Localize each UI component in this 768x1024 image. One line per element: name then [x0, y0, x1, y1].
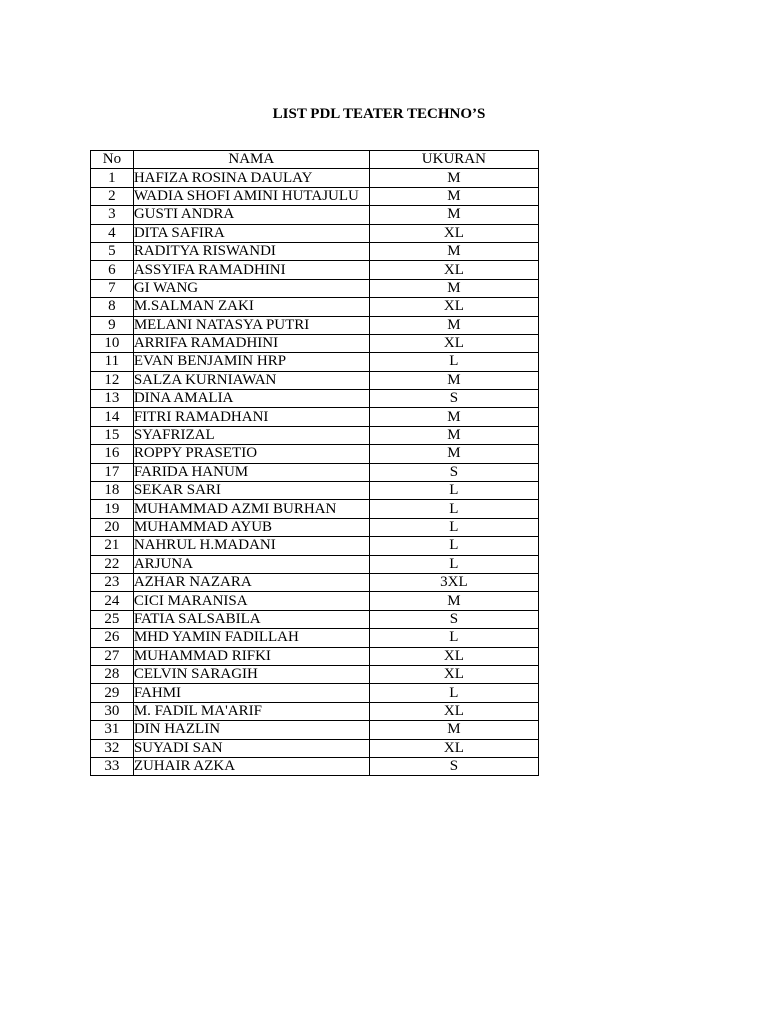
row-number: 33	[91, 757, 134, 775]
shirt-size: XL	[369, 739, 538, 757]
member-name: ROPPY PRASETIO	[133, 445, 369, 463]
shirt-size: XL	[369, 334, 538, 352]
member-name: SALZA KURNIAWAN	[133, 371, 369, 389]
table-row	[91, 353, 539, 371]
member-name: FATIA SALSABILA	[133, 610, 369, 628]
shirt-size: L	[369, 684, 538, 702]
member-name: SUYADI SAN	[133, 739, 369, 757]
row-number: 7	[91, 279, 134, 297]
member-name: ARJUNA	[133, 555, 369, 573]
member-name: DINA AMALIA	[133, 390, 369, 408]
row-number: 5	[91, 242, 134, 260]
table-row	[91, 537, 539, 555]
shirt-size: M	[369, 445, 538, 463]
table-row	[91, 592, 539, 610]
row-number: 28	[91, 665, 134, 683]
table-row	[91, 426, 539, 444]
row-number: 26	[91, 629, 134, 647]
member-name: MUHAMMAD AZMI BURHAN	[133, 500, 369, 518]
member-name: SEKAR SARI	[133, 482, 369, 500]
table-row	[91, 224, 539, 242]
table-row	[91, 408, 539, 426]
column-header-nama: NAMA	[133, 151, 369, 169]
shirt-size: L	[369, 518, 538, 536]
shirt-size: XL	[369, 298, 538, 316]
shirt-size: M	[369, 169, 538, 187]
member-name: M. FADIL MA'ARIF	[133, 702, 369, 720]
row-number: 29	[91, 684, 134, 702]
shirt-size: M	[369, 279, 538, 297]
row-number: 17	[91, 463, 134, 481]
pdl-size-table	[90, 150, 539, 776]
shirt-size: 3XL	[369, 573, 538, 591]
table-row	[91, 757, 539, 775]
member-name: RADITYA RISWANDI	[133, 242, 369, 260]
row-number: 21	[91, 537, 134, 555]
table-row	[91, 463, 539, 481]
table-body	[91, 169, 539, 776]
table-row	[91, 739, 539, 757]
member-name: NAHRUL H.MADANI	[133, 537, 369, 555]
shirt-size: L	[369, 500, 538, 518]
shirt-size: XL	[369, 665, 538, 683]
member-name: MHD YAMIN FADILLAH	[133, 629, 369, 647]
shirt-size: M	[369, 408, 538, 426]
shirt-size: M	[369, 316, 538, 334]
member-name: CICI MARANISA	[133, 592, 369, 610]
row-number: 32	[91, 739, 134, 757]
shirt-size: L	[369, 629, 538, 647]
table-row	[91, 242, 539, 260]
shirt-size: S	[369, 390, 538, 408]
table-row	[91, 371, 539, 389]
table-row	[91, 721, 539, 739]
row-number: 8	[91, 298, 134, 316]
member-name: DIN HAZLIN	[133, 721, 369, 739]
member-name: GI WANG	[133, 279, 369, 297]
row-number: 10	[91, 334, 134, 352]
column-header-ukuran: UKURAN	[369, 151, 538, 169]
row-number: 19	[91, 500, 134, 518]
member-name: ARRIFA RAMADHINI	[133, 334, 369, 352]
row-number: 31	[91, 721, 134, 739]
table-row	[91, 390, 539, 408]
member-name: FITRI RAMADHANI	[133, 408, 369, 426]
shirt-size: S	[369, 463, 538, 481]
member-name: ASSYIFA RAMADHINI	[133, 261, 369, 279]
shirt-size: S	[369, 757, 538, 775]
row-number: 4	[91, 224, 134, 242]
shirt-size: L	[369, 482, 538, 500]
shirt-size: M	[369, 592, 538, 610]
row-number: 1	[91, 169, 134, 187]
member-name: EVAN BENJAMIN HRP	[133, 353, 369, 371]
row-number: 9	[91, 316, 134, 334]
row-number: 25	[91, 610, 134, 628]
row-number: 23	[91, 573, 134, 591]
table-row	[91, 684, 539, 702]
row-number: 30	[91, 702, 134, 720]
table-header	[91, 151, 539, 169]
shirt-size: L	[369, 353, 538, 371]
member-name: FARIDA HANUM	[133, 463, 369, 481]
row-number: 6	[91, 261, 134, 279]
shirt-size: XL	[369, 702, 538, 720]
table-row	[91, 445, 539, 463]
row-number: 27	[91, 647, 134, 665]
member-name: MUHAMMAD AYUB	[133, 518, 369, 536]
table-row	[91, 206, 539, 224]
member-name: AZHAR NAZARA	[133, 573, 369, 591]
table-row	[91, 610, 539, 628]
shirt-size: M	[369, 187, 538, 205]
table-row	[91, 261, 539, 279]
shirt-size: M	[369, 426, 538, 444]
table-row	[91, 187, 539, 205]
shirt-size: S	[369, 610, 538, 628]
member-name: WADIA SHOFI AMINI HUTAJULU	[133, 187, 369, 205]
table-row	[91, 555, 539, 573]
row-number: 18	[91, 482, 134, 500]
table-row	[91, 702, 539, 720]
shirt-size: L	[369, 537, 538, 555]
row-number: 11	[91, 353, 134, 371]
member-name: SYAFRIZAL	[133, 426, 369, 444]
row-number: 20	[91, 518, 134, 536]
table-header-row	[91, 151, 539, 169]
member-name: FAHMI	[133, 684, 369, 702]
member-name: M.SALMAN ZAKI	[133, 298, 369, 316]
table-row	[91, 334, 539, 352]
row-number: 24	[91, 592, 134, 610]
table-row	[91, 518, 539, 536]
table-row	[91, 629, 539, 647]
member-name: MELANI NATASYA PUTRI	[133, 316, 369, 334]
shirt-size: XL	[369, 647, 538, 665]
row-number: 15	[91, 426, 134, 444]
row-number: 14	[91, 408, 134, 426]
member-name: GUSTI ANDRA	[133, 206, 369, 224]
table-row	[91, 482, 539, 500]
table-row	[91, 169, 539, 187]
table-row	[91, 279, 539, 297]
shirt-size: L	[369, 555, 538, 573]
table-row	[91, 500, 539, 518]
table-row	[91, 665, 539, 683]
shirt-size: M	[369, 371, 538, 389]
shirt-size: M	[369, 242, 538, 260]
shirt-size: XL	[369, 261, 538, 279]
row-number: 12	[91, 371, 134, 389]
row-number: 22	[91, 555, 134, 573]
row-number: 2	[91, 187, 134, 205]
member-name: ZUHAIR AZKA	[133, 757, 369, 775]
member-name: HAFIZA ROSINA DAULAY	[133, 169, 369, 187]
member-name: DITA SAFIRA	[133, 224, 369, 242]
document-title: LIST PDL TEATER TECHNO’S	[272, 106, 486, 122]
shirt-size: M	[369, 206, 538, 224]
table-row	[91, 298, 539, 316]
column-header-no: No	[91, 151, 134, 169]
shirt-size: M	[369, 721, 538, 739]
row-number: 16	[91, 445, 134, 463]
member-name: MUHAMMAD RIFKI	[133, 647, 369, 665]
shirt-size: XL	[369, 224, 538, 242]
table-row	[91, 647, 539, 665]
table-row	[91, 573, 539, 591]
row-number: 3	[91, 206, 134, 224]
table-row	[91, 316, 539, 334]
row-number: 13	[91, 390, 134, 408]
member-name: CELVIN SARAGIH	[133, 665, 369, 683]
